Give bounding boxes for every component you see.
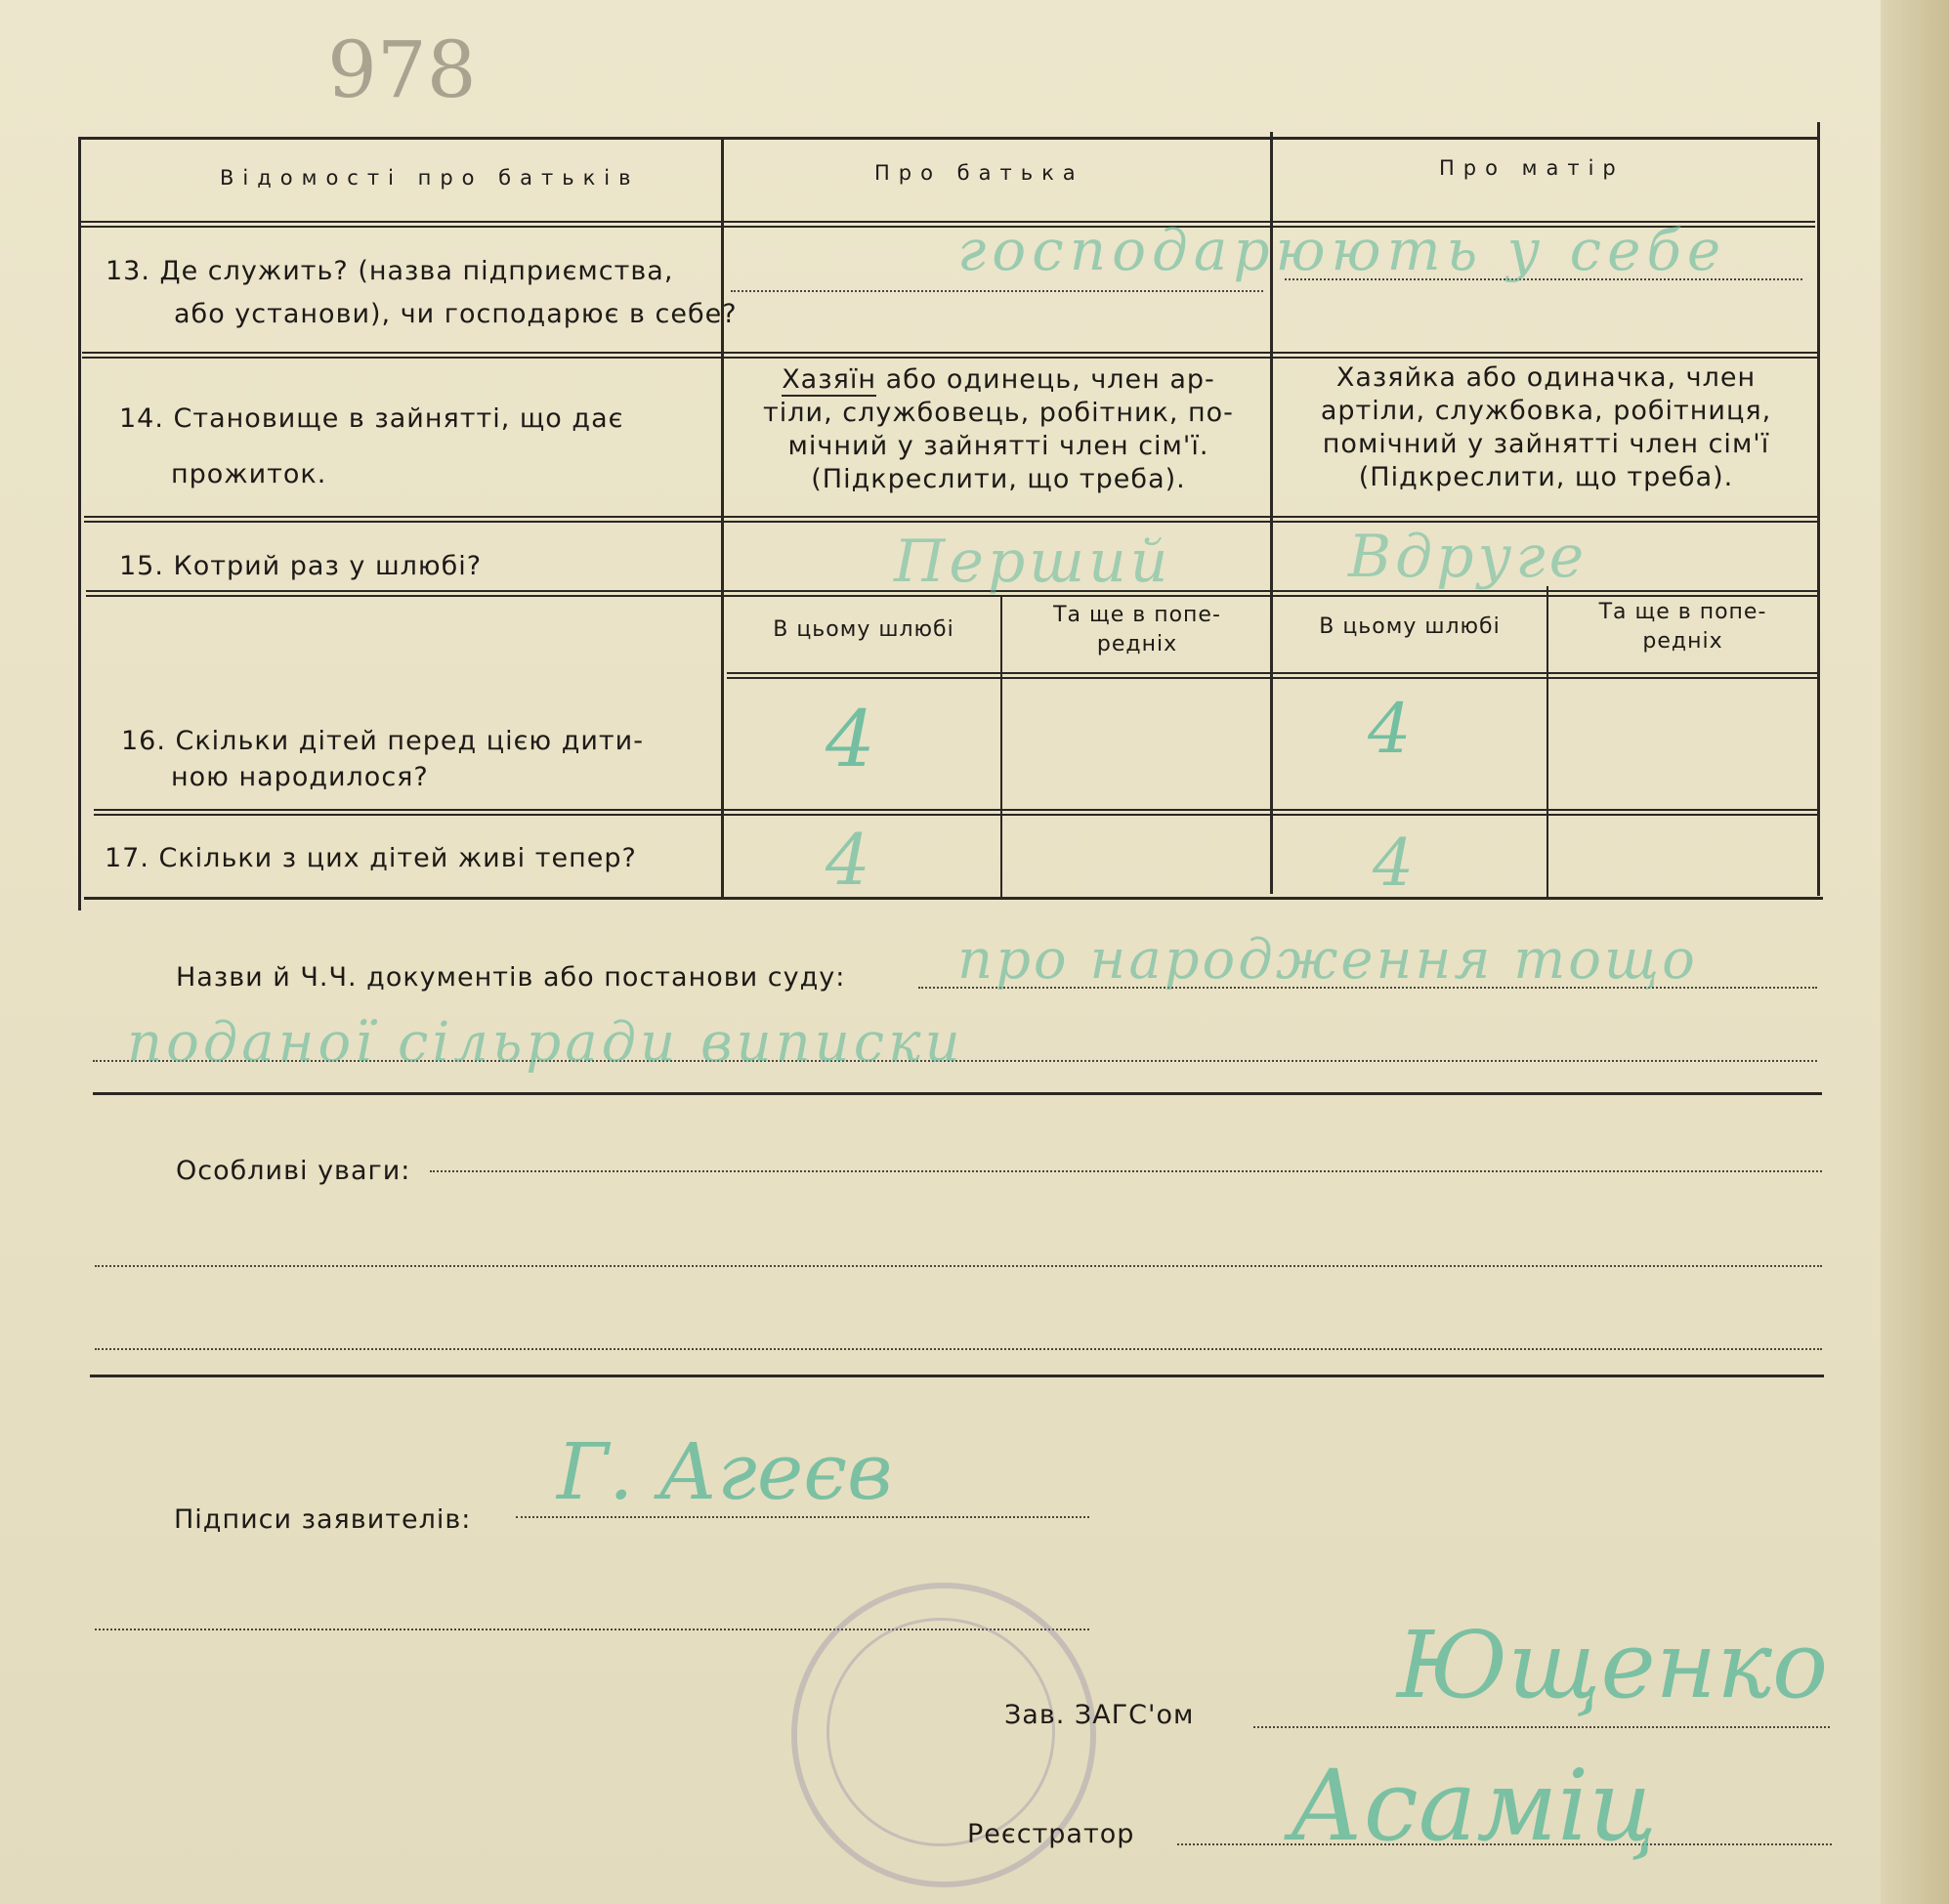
row16-mother-value: 4 — [1368, 689, 1412, 769]
table-border-bottom — [84, 897, 1823, 900]
applicants-signature-value: Г. Агеєв — [557, 1426, 893, 1517]
row14-father-line2: тіли, службовець, робітник, по- — [763, 398, 1234, 428]
table-border-right — [1817, 122, 1820, 896]
row13-father-line — [731, 290, 1263, 292]
row14-father-line1-rest: або одинець, член ар- — [875, 364, 1215, 395]
table-border-top — [78, 137, 1817, 140]
row14-question-line1: 14. Становище в зайнятті, що дає — [119, 403, 624, 434]
row-divider-16 — [94, 809, 1819, 816]
row14-father-options — [735, 363, 1262, 496]
row15-mother-handwritten: Вдруге — [1348, 523, 1589, 591]
row14-father-line3: мічний у зайнятті член сім'ї. — [787, 431, 1209, 461]
documents-label: Назви й Ч.Ч. документів або постанови суду: — [176, 962, 846, 993]
row15-father-handwritten: Перший — [894, 528, 1172, 596]
row14-father-line4: (Підкреслити, що треба). — [811, 464, 1186, 494]
subheader-mother-previous — [1553, 598, 1812, 656]
registrar-signature: Асаміц — [1290, 1749, 1658, 1863]
page-edge — [1881, 0, 1949, 1904]
row-divider-13 — [82, 352, 1817, 359]
documents-rule — [93, 1092, 1822, 1095]
row14-mother-line1: Хазяйка або одиначка, член — [1335, 362, 1757, 393]
row14-father-underlined: Хазяїн — [782, 364, 876, 395]
row17-mother-value: 4 — [1373, 825, 1414, 901]
remarks-line-2 — [95, 1265, 1822, 1267]
row16-question-line1: 16. Скільки дітей перед цією дити- — [121, 726, 644, 756]
row-divider-sub — [727, 672, 1817, 679]
col-divider-sub-father — [1000, 596, 1002, 899]
row14-mother-line4: (Підкреслити, що треба). — [1358, 462, 1734, 492]
row15-question: 15. Котрий раз у шлюбі? — [119, 551, 483, 581]
remarks-line-1 — [430, 1170, 1822, 1172]
row14-mother-options — [1280, 361, 1812, 494]
row14-mother-line3: помічний у зайнятті член сім'ї — [1322, 429, 1770, 459]
row17-question: 17. Скільки з цих дітей живі тепер? — [105, 843, 637, 873]
registry-head-signature: Ющенко — [1397, 1612, 1829, 1719]
header-father: Про батька — [874, 161, 1084, 185]
subheader-father-previous-line1: Та ще в попе- — [1053, 603, 1221, 627]
header-mother: Про матір — [1439, 156, 1625, 180]
row13-question-line2: або установи), чи господарює в себе? — [174, 299, 738, 329]
remarks-line-3 — [95, 1348, 1822, 1350]
subheader-father-in-marriage: В цьому шлюбі — [773, 617, 954, 642]
header-parents-info: Відомості про батьків — [220, 166, 640, 190]
col-divider-sub-mother — [1546, 586, 1548, 897]
registrar-label: Реєстратор — [967, 1819, 1135, 1849]
subheader-father-previous — [1006, 601, 1268, 659]
row16-question-line2: ною народилося? — [171, 762, 429, 792]
subheader-father-previous-line2: редніх — [1096, 632, 1178, 656]
row14-father-line1 — [735, 363, 1262, 397]
remarks-rule — [90, 1375, 1824, 1377]
applicants-signature-label: Підписи заявителів: — [174, 1504, 472, 1535]
row14-mother-line2: артіли, службовка, робітниця, — [1320, 396, 1772, 426]
registry-head-line — [1253, 1726, 1830, 1728]
subheader-mother-in-marriage: В цьому шлюбі — [1319, 614, 1501, 639]
row17-father-value: 4 — [826, 819, 870, 901]
documents-value-line2: поданої сільради виписки — [127, 1011, 964, 1075]
row-divider-14 — [84, 516, 1817, 523]
documents-value-line1: про народження тощо — [957, 928, 1698, 992]
row13-question-line1: 13. Де служить? (назва підприємства, — [106, 256, 674, 286]
archive-number: 978 — [327, 24, 477, 115]
remarks-label: Особливі уваги: — [176, 1156, 411, 1186]
row16-father-value: 4 — [826, 694, 875, 784]
row14-question-line2: прожиток. — [171, 459, 327, 489]
registry-head-label: Зав. ЗАГС'ом — [1004, 1700, 1195, 1730]
table-border-left — [78, 137, 81, 910]
row13-answer-handwritten: господарюють у себе — [957, 217, 1727, 283]
subheader-mother-previous-line1: Та ще в попе- — [1598, 600, 1767, 624]
subheader-mother-previous-line2: редніх — [1642, 629, 1723, 654]
